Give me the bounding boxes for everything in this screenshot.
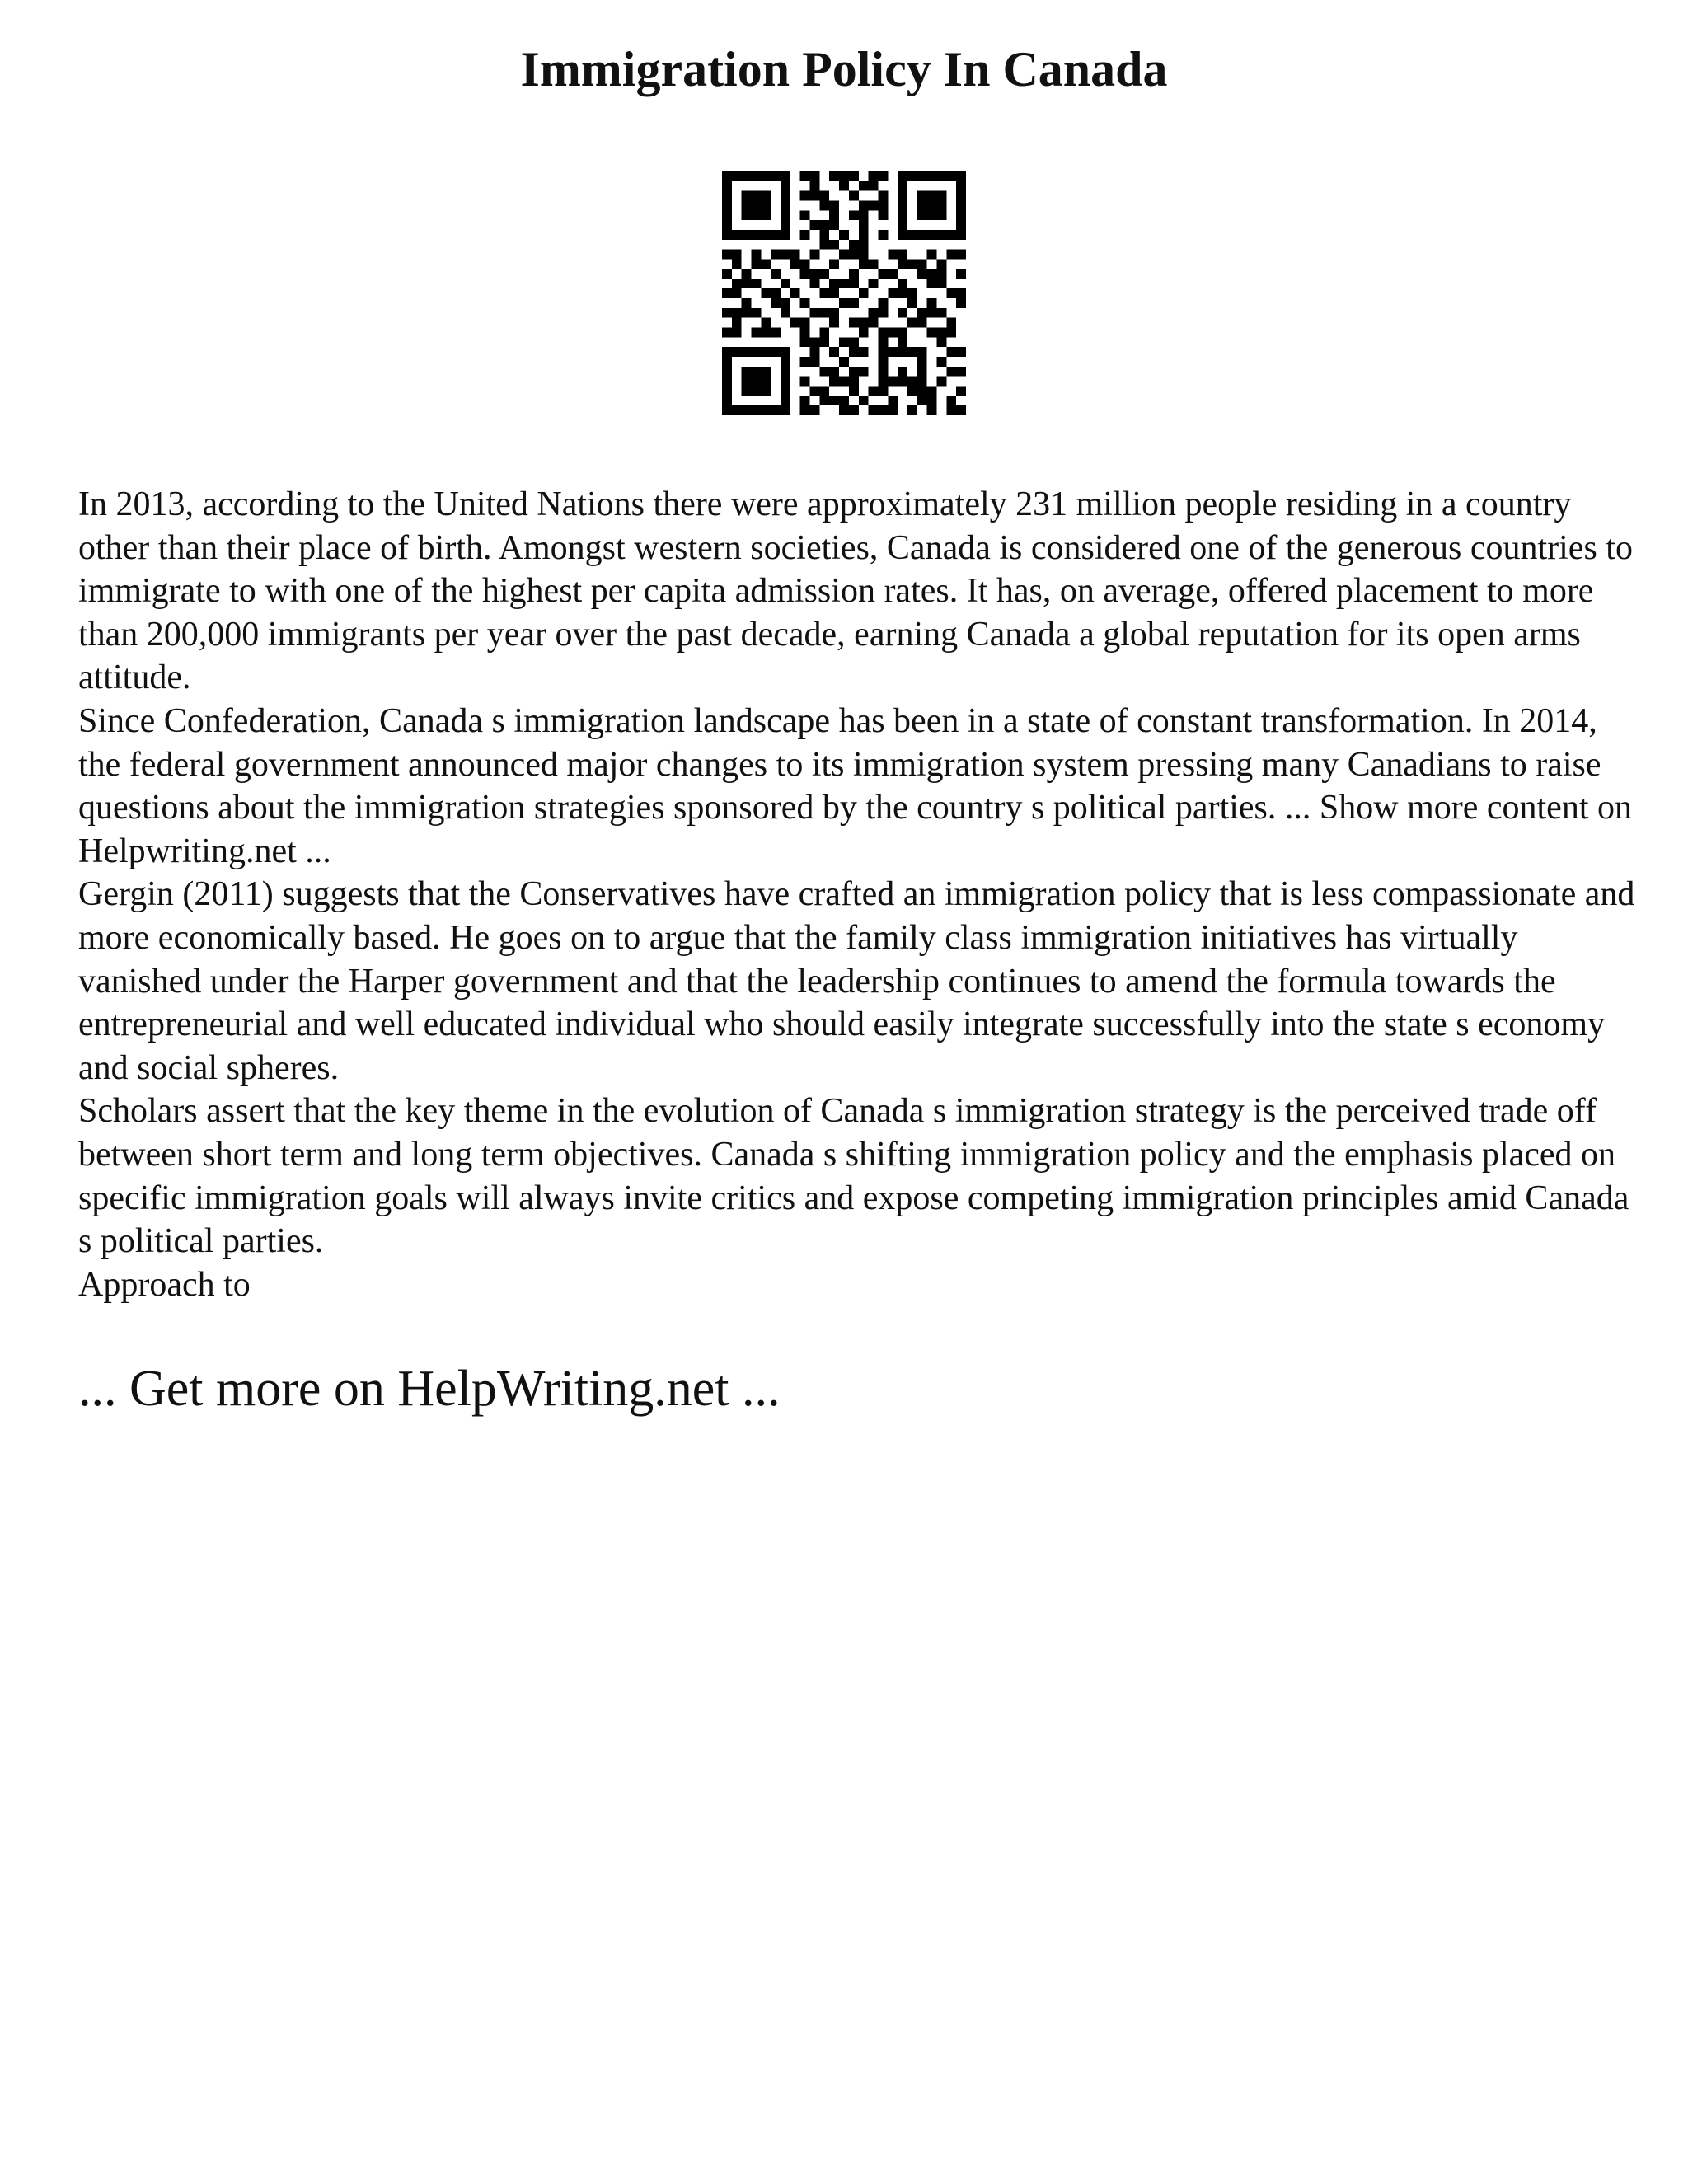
paragraph-confederation: Since Confederation, Canada s immigration landscape has been in a state of constant transformation. In 2014, the federal government announced major changes to its immigration system pressing many Canadians to raise questions about the immigration strategies sponsored by the country s political parties. ... Show more content on Helpwriting.net ...: [78, 701, 1632, 870]
paragraph-scholars: Scholars assert that the key theme in the evolution of Canada s immigration strategy is the perceived trade off between short term and long term objectives. Canada s shifting immigration policy and the emphasis placed on specific immigration goals will always invite critics and expose competing immigration principles amid Canada s political parties.: [78, 1092, 1629, 1261]
article-body: [78, 483, 1644, 1306]
paragraph-gergin: Gergin (2011) suggests that the Conservatives have crafted an immigration policy that is less compassionate and more economically based. He goes on to argue that the family class immigration initiatives has virtually vanished under the Harper government and that the leadership continues to amend the formula towards the entrepreneurial and well educated individual who should easily integrate successfully into the state s economy and social spheres.: [78, 875, 1635, 1087]
page-title: Immigration Policy In Canada: [520, 42, 1168, 96]
get-more-link[interactable]: ... Get more on HelpWriting.net ...: [78, 1361, 781, 1417]
paragraph-approach: Approach to: [78, 1265, 251, 1304]
qr-code-icon[interactable]: [722, 171, 966, 415]
paragraph-intro: In 2013, according to the United Nations there were approximately 231 million people residing in a country other than their place of birth. Amongst western societies, Canada is considered one of the generous countries to immigrate to with one of the highest per capita admission rates. It has, on average, offered placement to more than 200,000 immigrants per year over the past decade, earning Canada a global reputation for its open arms attitude.: [78, 485, 1633, 697]
